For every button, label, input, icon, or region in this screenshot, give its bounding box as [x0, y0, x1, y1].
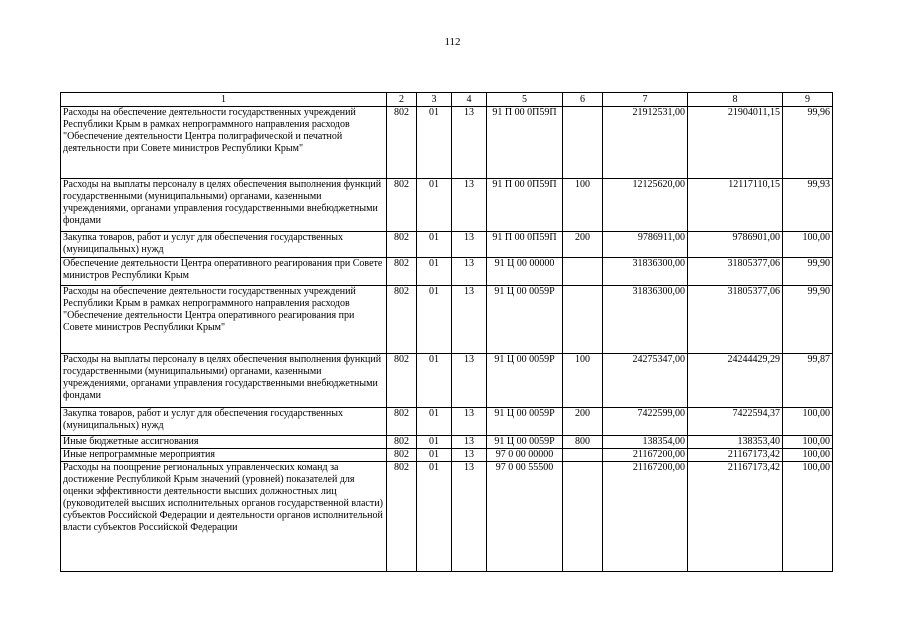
expense-name: Обеспечение деятельности Центра оперативного реагирования при Совете министров Республики Крым: [61, 258, 387, 286]
section-code: 01: [417, 286, 452, 354]
execution-percent: 99,93: [783, 179, 833, 232]
executed-amount: 31805377,06: [688, 286, 783, 354]
planned-amount: 31836300,00: [603, 286, 688, 354]
ministry-code: 802: [387, 232, 417, 258]
planned-amount: 31836300,00: [603, 258, 688, 286]
header-cell: 4: [452, 93, 487, 107]
target-article: 91 П 00 0П59П: [487, 232, 563, 258]
header-cell: 1: [61, 93, 387, 107]
section-code: 01: [417, 408, 452, 436]
expense-type: [563, 107, 603, 179]
execution-percent: 100,00: [783, 436, 833, 449]
ministry-code: 802: [387, 436, 417, 449]
planned-amount: 12125620,00: [603, 179, 688, 232]
table-row: [61, 436, 833, 449]
table-row: [61, 179, 833, 232]
subsection-code: 13: [452, 232, 487, 258]
planned-amount: 21167200,00: [603, 462, 688, 572]
section-code: 01: [417, 354, 452, 408]
execution-percent: 100,00: [783, 232, 833, 258]
header-cell: 6: [563, 93, 603, 107]
expense-type: 200: [563, 232, 603, 258]
subsection-code: 13: [452, 436, 487, 449]
subsection-code: 13: [452, 286, 487, 354]
table-row: [61, 107, 833, 179]
target-article: 91 П 00 0П59П: [487, 107, 563, 179]
section-code: 01: [417, 462, 452, 572]
header-cell: 2: [387, 93, 417, 107]
execution-percent: 99,90: [783, 286, 833, 354]
expense-name: Расходы на поощрение региональных управленческих команд за достижение Республикой Крым значений (уровней) показателей для оценки эффективности деятельности высших должностных лиц (руководителей высших исполнительных органов государственной власти) субъектов Российской Федерации и деятельности органов исполнительной власти субъектов Российской Федерации: [61, 462, 387, 572]
expense-type: [563, 462, 603, 572]
header-cell: 8: [688, 93, 783, 107]
target-article: 91 Ц 00 0059Р: [487, 354, 563, 408]
executed-amount: 21167173,42: [688, 462, 783, 572]
execution-percent: 100,00: [783, 408, 833, 436]
expense-type: 800: [563, 436, 603, 449]
ministry-code: 802: [387, 462, 417, 572]
expense-name: Закупка товаров, работ и услуг для обеспечения государственных (муниципальных) нужд: [61, 232, 387, 258]
header-row: [61, 93, 833, 107]
table-row: [61, 449, 833, 462]
execution-percent: 100,00: [783, 462, 833, 572]
expense-type: 100: [563, 354, 603, 408]
target-article: 91 Ц 00 0059Р: [487, 286, 563, 354]
executed-amount: 21167173,42: [688, 449, 783, 462]
subsection-code: 13: [452, 107, 487, 179]
budget-table: [60, 92, 833, 572]
expense-name: Расходы на обеспечение деятельности государственных учреждений Республики Крым в рамках непрограммного направления расходов "Обеспечение деятельности Центра полиграфической и печатной деятельности при Совете министров Республики Крым": [61, 107, 387, 179]
ministry-code: 802: [387, 408, 417, 436]
ministry-code: 802: [387, 107, 417, 179]
target-article: 91 Ц 00 00000: [487, 258, 563, 286]
expense-type: [563, 449, 603, 462]
subsection-code: 13: [452, 449, 487, 462]
ministry-code: 802: [387, 179, 417, 232]
header-cell: 3: [417, 93, 452, 107]
section-code: 01: [417, 179, 452, 232]
subsection-code: 13: [452, 354, 487, 408]
planned-amount: 7422599,00: [603, 408, 688, 436]
expense-name: Расходы на выплаты персоналу в целях обеспечения выполнения функций государственными (муниципальными) органами, казенными учреждениями, органами управления государственными внебюджетными фондами: [61, 354, 387, 408]
ministry-code: 802: [387, 258, 417, 286]
section-code: 01: [417, 436, 452, 449]
subsection-code: 13: [452, 179, 487, 232]
executed-amount: 9786901,00: [688, 232, 783, 258]
executed-amount: 31805377,06: [688, 258, 783, 286]
execution-percent: 99,90: [783, 258, 833, 286]
ministry-code: 802: [387, 286, 417, 354]
target-article: 97 0 00 55500: [487, 462, 563, 572]
execution-percent: 99,96: [783, 107, 833, 179]
subsection-code: 13: [452, 408, 487, 436]
target-article: 91 Ц 00 0059Р: [487, 408, 563, 436]
expense-name: Иные непрограммные мероприятия: [61, 449, 387, 462]
expense-type: [563, 286, 603, 354]
expense-type: 100: [563, 179, 603, 232]
planned-amount: 24275347,00: [603, 354, 688, 408]
execution-percent: 99,87: [783, 354, 833, 408]
page-number: 112: [444, 36, 461, 48]
executed-amount: 138353,40: [688, 436, 783, 449]
ministry-code: 802: [387, 354, 417, 408]
section-code: 01: [417, 232, 452, 258]
target-article: 97 0 00 00000: [487, 449, 563, 462]
expense-name: Расходы на выплаты персоналу в целях обеспечения выполнения функций государственными (муниципальными) органами, казенными учреждениями, органами управления государственными внебюджетными фондами: [61, 179, 387, 232]
header-cell: 5: [487, 93, 563, 107]
expense-name: Расходы на обеспечение деятельности государственных учреждений Республики Крым в рамках непрограммного направления расходов "Обеспечение деятельности Центра оперативного реагирования при Совете министров Республики Крым": [61, 286, 387, 354]
table-row: [61, 462, 833, 572]
header-cell: 7: [603, 93, 688, 107]
planned-amount: 21167200,00: [603, 449, 688, 462]
target-article: 91 Ц 00 0059Р: [487, 436, 563, 449]
table-row: [61, 354, 833, 408]
executed-amount: 7422594,37: [688, 408, 783, 436]
subsection-code: 13: [452, 462, 487, 572]
planned-amount: 9786911,00: [603, 232, 688, 258]
executed-amount: 21904011,15: [688, 107, 783, 179]
executed-amount: 12117110,15: [688, 179, 783, 232]
table-row: [61, 232, 833, 258]
table-row: [61, 258, 833, 286]
table-row: [61, 286, 833, 354]
expense-name: Закупка товаров, работ и услуг для обеспечения государственных (муниципальных) нужд: [61, 408, 387, 436]
section-code: 01: [417, 107, 452, 179]
target-article: 91 П 00 0П59П: [487, 179, 563, 232]
executed-amount: 24244429,29: [688, 354, 783, 408]
planned-amount: 138354,00: [603, 436, 688, 449]
expense-type: [563, 258, 603, 286]
section-code: 01: [417, 258, 452, 286]
subsection-code: 13: [452, 258, 487, 286]
table-row: [61, 408, 833, 436]
ministry-code: 802: [387, 449, 417, 462]
expense-type: 200: [563, 408, 603, 436]
planned-amount: 21912531,00: [603, 107, 688, 179]
expense-name: Иные бюджетные ассигнования: [61, 436, 387, 449]
header-cell: 9: [783, 93, 833, 107]
section-code: 01: [417, 449, 452, 462]
execution-percent: 100,00: [783, 449, 833, 462]
